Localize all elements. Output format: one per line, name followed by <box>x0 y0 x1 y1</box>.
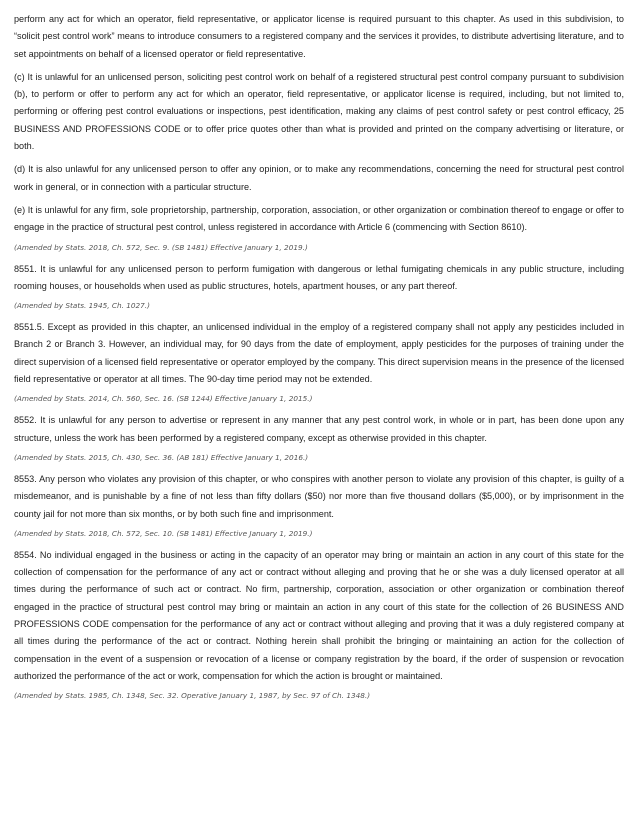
amendment-note-8550: (Amended by Stats. 2018, Ch. 572, Sec. 9. (SB 1481) Effective January 1, 2019.) <box>14 242 308 252</box>
document-page <box>14 11 624 709</box>
section-8553: 8553. Any person who violates any provision of this chapter, or who conspires with another person to violate any provision of this chapter, is guilty of a misdemeanor, and is punishable by a fine of not less than fifty dollars ($50) nor more than five thousand dollars ($5,000), or by imprisonment in the county jail for not more than six months, or by both such fine and imprisonment. <box>14 473 624 519</box>
paragraph-subdivision-d: (d) It is also unlawful for any unlicensed person to offer any opinion, or to make any recommendations, concerning the need for structural pest control work in general, or in connection with a particular structure. <box>14 164 624 192</box>
paragraph-subdivision-c: (c) It is unlawful for an unlicensed person, soliciting pest control work on behalf of a registered structural pest control company pursuant to subdivision (b), to perform or offer to perform any act for which an operator, field representative, or applicator license is required, including, but not limited to, performing or offering pest control evaluations or inspections, pest identification, making any claims of pest control safety or pest control efficacy, 25 BUSINESS AND PROFESSIONS CODE or to offer price quotes other than what is provided and printed on the company advertising or literature, or both. <box>14 71 624 152</box>
section-8552: 8552. It is unlawful for any person to advertise or represent in any manner that any pest control work, in whole or in part, has been done upon any structure, unless the work has been performed by a registered company, except as otherwise provided in this chapter. <box>14 415 624 443</box>
section-8554: 8554. No individual engaged in the business or acting in the capacity of an operator may bring or maintain an action in any court of this state for the collection of compensation for the performance of any act or contract without alleging and proving that he or she was a duly licensed operator at all times during the performance of such act or contract. No firm, partnership, corporation, association or other organization or combination thereof engaged in the practice of structural pest control may bring or maintain an action in any court of this state for the collection of 26 BUSINESS AND PROFESSIONS CODE compensation for the performance of any act or contract without alleging and proving that it was a duly registered company at all times during the performance of the act or contract. Nothing herein shall prohibit the bringing or maintaining an action for the collection of compensation in the event of a suspension or revocation of a license or company registration by the board, if the order of suspension or revocation authorized the performance of the act or work, compensation for which the action is brought or maintained. <box>14 549 624 681</box>
amendment-note-8553: (Amended by Stats. 2018, Ch. 572, Sec. 10. (SB 1481) Effective January 1, 2019.) <box>14 528 313 538</box>
paragraph-solicit-definition: perform any act for which an operator, field representative, or applicator license is required pursuant to this chapter. As used in this subdivision, to “solicit pest control work” means to introduce consumers to a registered company and the services it provides, to distribute advertising literature, and to set appointments on behalf of a licensed operator or field representative. <box>14 14 624 59</box>
amendment-note-8554: (Amended by Stats. 1985, Ch. 1348, Sec. 32. Operative January 1, 1987, by Sec. 97 of Ch. 1348.) <box>14 691 371 701</box>
amendment-note-8551: (Amended by Stats. 1945, Ch. 1027.) <box>14 301 150 311</box>
section-8551-5: 8551.5. Except as provided in this chapter, an unlicensed individual in the employ of a registered company shall not apply any pesticides included in Branch 2 or Branch 3. However, an individual may, for 90 days from the date of employment, apply pesticides for the purposes of training under the direct supervision of a licensed field representative or operator employed by the company. This direct supervision means in the presence of the licensed field representative or operator at all times. The 90-day time period may not be extended. <box>14 322 624 385</box>
section-8551: 8551. It is unlawful for any unlicensed person to perform fumigation with dangerous or lethal fumigating chemicals in any public structure, including rooming houses, or households when used as public structures, hotels, apartment houses, or any part thereof. <box>14 263 624 291</box>
amendment-note-8552: (Amended by Stats. 2015, Ch. 430, Sec. 36. (AB 181) Effective January 1, 2016.) <box>14 452 309 462</box>
paragraph-subdivision-e: (e) It is unlawful for any firm, sole proprietorship, partnership, corporation, association, or other organization or combination thereof to engage or offer to engage in the practice of structural pest control, unless registered in accordance with Article 6 (commencing with Section 8610). <box>14 204 624 233</box>
amendment-note-8551-5: (Amended by Stats. 2014, Ch. 560, Sec. 16. (SB 1244) Effective January 1, 2015.) <box>14 394 313 404</box>
